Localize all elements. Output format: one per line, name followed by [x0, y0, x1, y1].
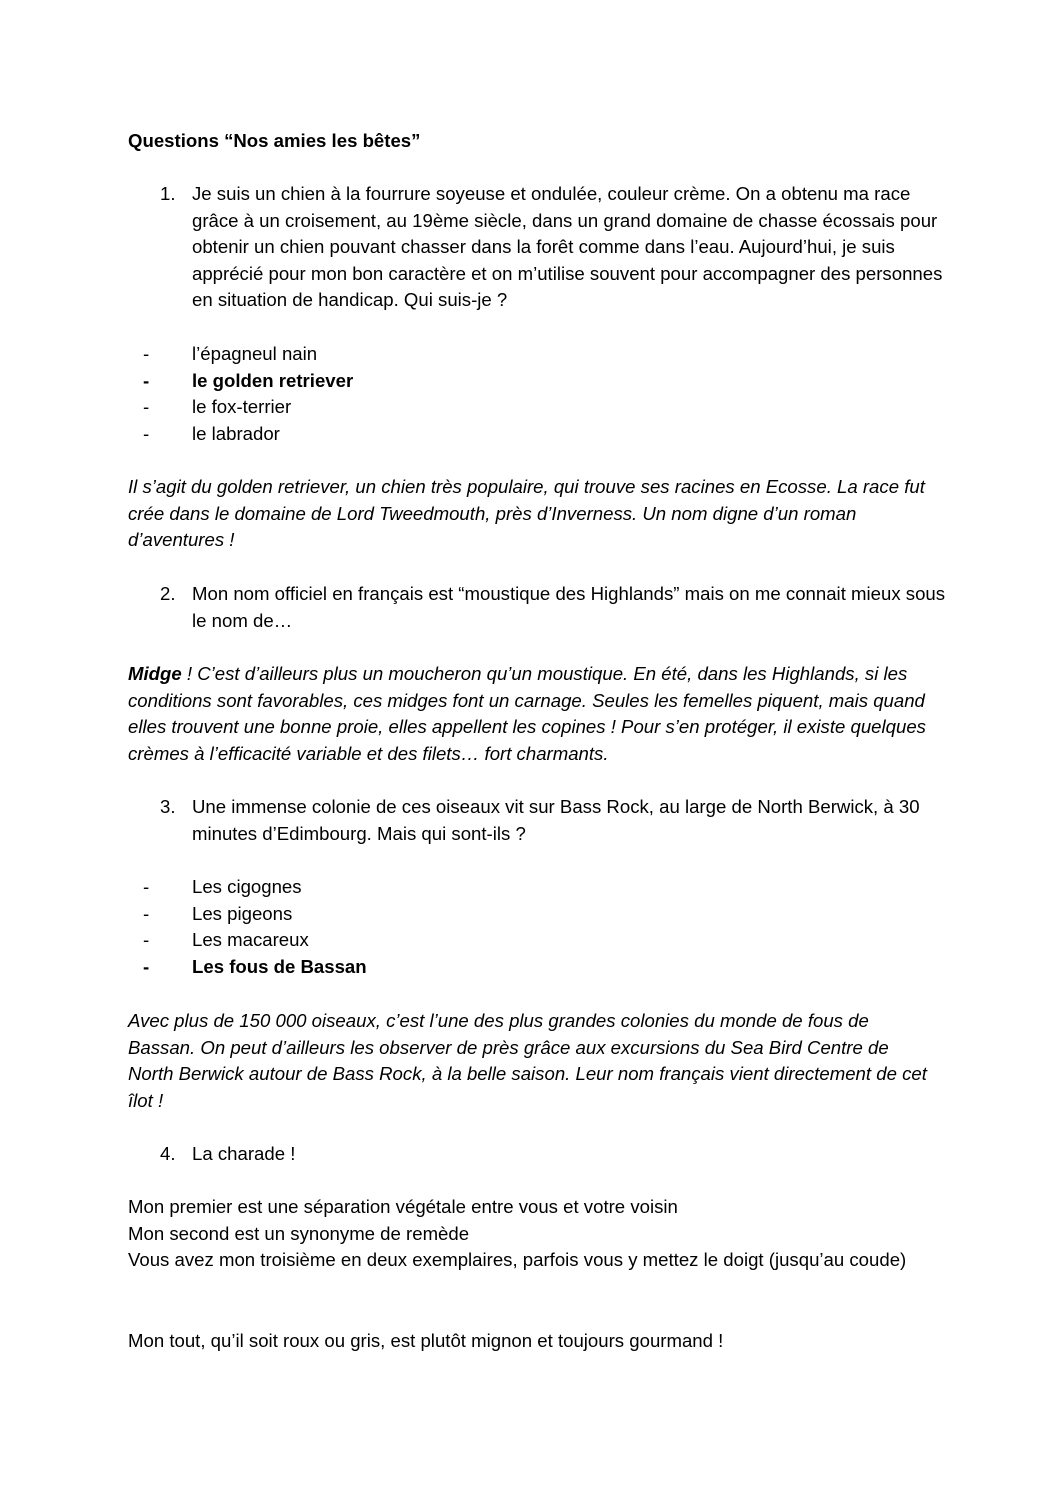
- option-dash: -: [143, 876, 150, 897]
- option-item-correct: [143, 954, 903, 981]
- question-text: Je suis un chien à la fourrure soyeuse et ondulée, couleur crème. On a obtenu ma race grâce à un croisement, au 19ème siècle, dans un grand domaine de chasse écossais pour obtenir un chien pouvant chasser dans la forêt comme dans l’eau. Aujourd’hui, je suis apprécié pour mon bon caractère et on m’utilise souvent pour accompagner des personnes en situation de handicap. Qui suis-je ?: [192, 183, 943, 311]
- question-3: [160, 794, 950, 847]
- question-2: [160, 581, 950, 634]
- option-dash: -: [143, 343, 150, 364]
- question-number: 3.: [160, 796, 176, 817]
- question-text: Mon nom officiel en français est “moustique des Highlands” mais on me connait mieux sous le nom de…: [192, 583, 946, 631]
- option-dash: -: [143, 955, 150, 977]
- question-number: 1.: [160, 183, 176, 204]
- option-item: [143, 421, 903, 448]
- document-title: Questions “Nos amies les bêtes”: [128, 130, 421, 151]
- option-dash: -: [143, 902, 150, 924]
- option-item: [143, 874, 903, 901]
- question-3-options: [143, 874, 903, 980]
- charade-clues: [128, 1194, 928, 1274]
- question-1: [160, 181, 950, 314]
- option-item: [143, 394, 903, 421]
- option-label: Les macareux: [192, 929, 309, 951]
- question-text: Une immense colonie de ces oiseaux vit sur Bass Rock, au large de North Berwick, à 30 minutes d’Edimbourg. Mais qui sont-ils ?: [192, 796, 920, 844]
- question-number: 4.: [160, 1143, 176, 1164]
- charade-final: Mon tout, qu’il soit roux ou gris, est plutôt mignon et toujours gourmand !: [128, 1330, 724, 1351]
- charade-line: Mon premier est une séparation végétale entre vous et votre voisin: [128, 1196, 678, 1217]
- answer-text: ! C’est d’ailleurs plus un moucheron qu’un moustique. En été, dans les Highlands, si les conditions sont favorables, ces midges font un carnage. Seules les femelles piquent, mais quand elles trouvent une bonne proie, elles appellent les copines ! Pour s’en protéger, il existe quelques crèmes à l’efficacité variable et des filets… fort charmants.: [128, 663, 926, 764]
- question-text: La charade !: [192, 1143, 296, 1164]
- answer-keyword: Midge: [128, 663, 182, 684]
- option-dash: -: [143, 369, 150, 391]
- option-label: Les pigeons: [192, 902, 293, 924]
- option-label: le labrador: [192, 422, 280, 444]
- option-item: [143, 341, 903, 368]
- option-item: [143, 927, 903, 954]
- option-label: l’épagneul nain: [192, 343, 318, 364]
- question-4: [160, 1141, 950, 1168]
- option-dash: -: [143, 396, 150, 418]
- option-label: Les fous de Bassan: [192, 955, 367, 977]
- option-label: Les cigognes: [192, 876, 302, 897]
- answer-1: Il s’agit du golden retriever, un chien très populaire, qui trouve ses racines en Ecosse. La race fut crée dans le domaine de Lord Tweedmouth, près d’Inverness. Un nom digne d’un roman d’aventures !: [128, 476, 925, 551]
- question-1-options: [143, 341, 903, 447]
- option-dash: -: [143, 929, 150, 951]
- charade-line: Mon second est un synonyme de remède: [128, 1222, 470, 1244]
- question-number: 2.: [160, 583, 176, 604]
- answer-3: Avec plus de 150 000 oiseaux, c’est l’une des plus grandes colonies du monde de fous de Bassan. On peut d’ailleurs les observer de près grâce aux excursions du Sea Bird Centre de North Berwick autour de Bass Rock, à la belle saison. Leur nom français vient directement de cet îlot !: [128, 1010, 927, 1111]
- option-item-correct: [143, 368, 903, 395]
- option-label: le fox-terrier: [192, 396, 292, 418]
- option-label: le golden retriever: [192, 369, 354, 391]
- option-dash: -: [143, 422, 150, 444]
- charade-line: Vous avez mon troisième en deux exemplaires, parfois vous y mettez le doigt (jusqu’au coude): [128, 1249, 907, 1271]
- option-item: [143, 901, 903, 928]
- answer-2: [128, 661, 928, 767]
